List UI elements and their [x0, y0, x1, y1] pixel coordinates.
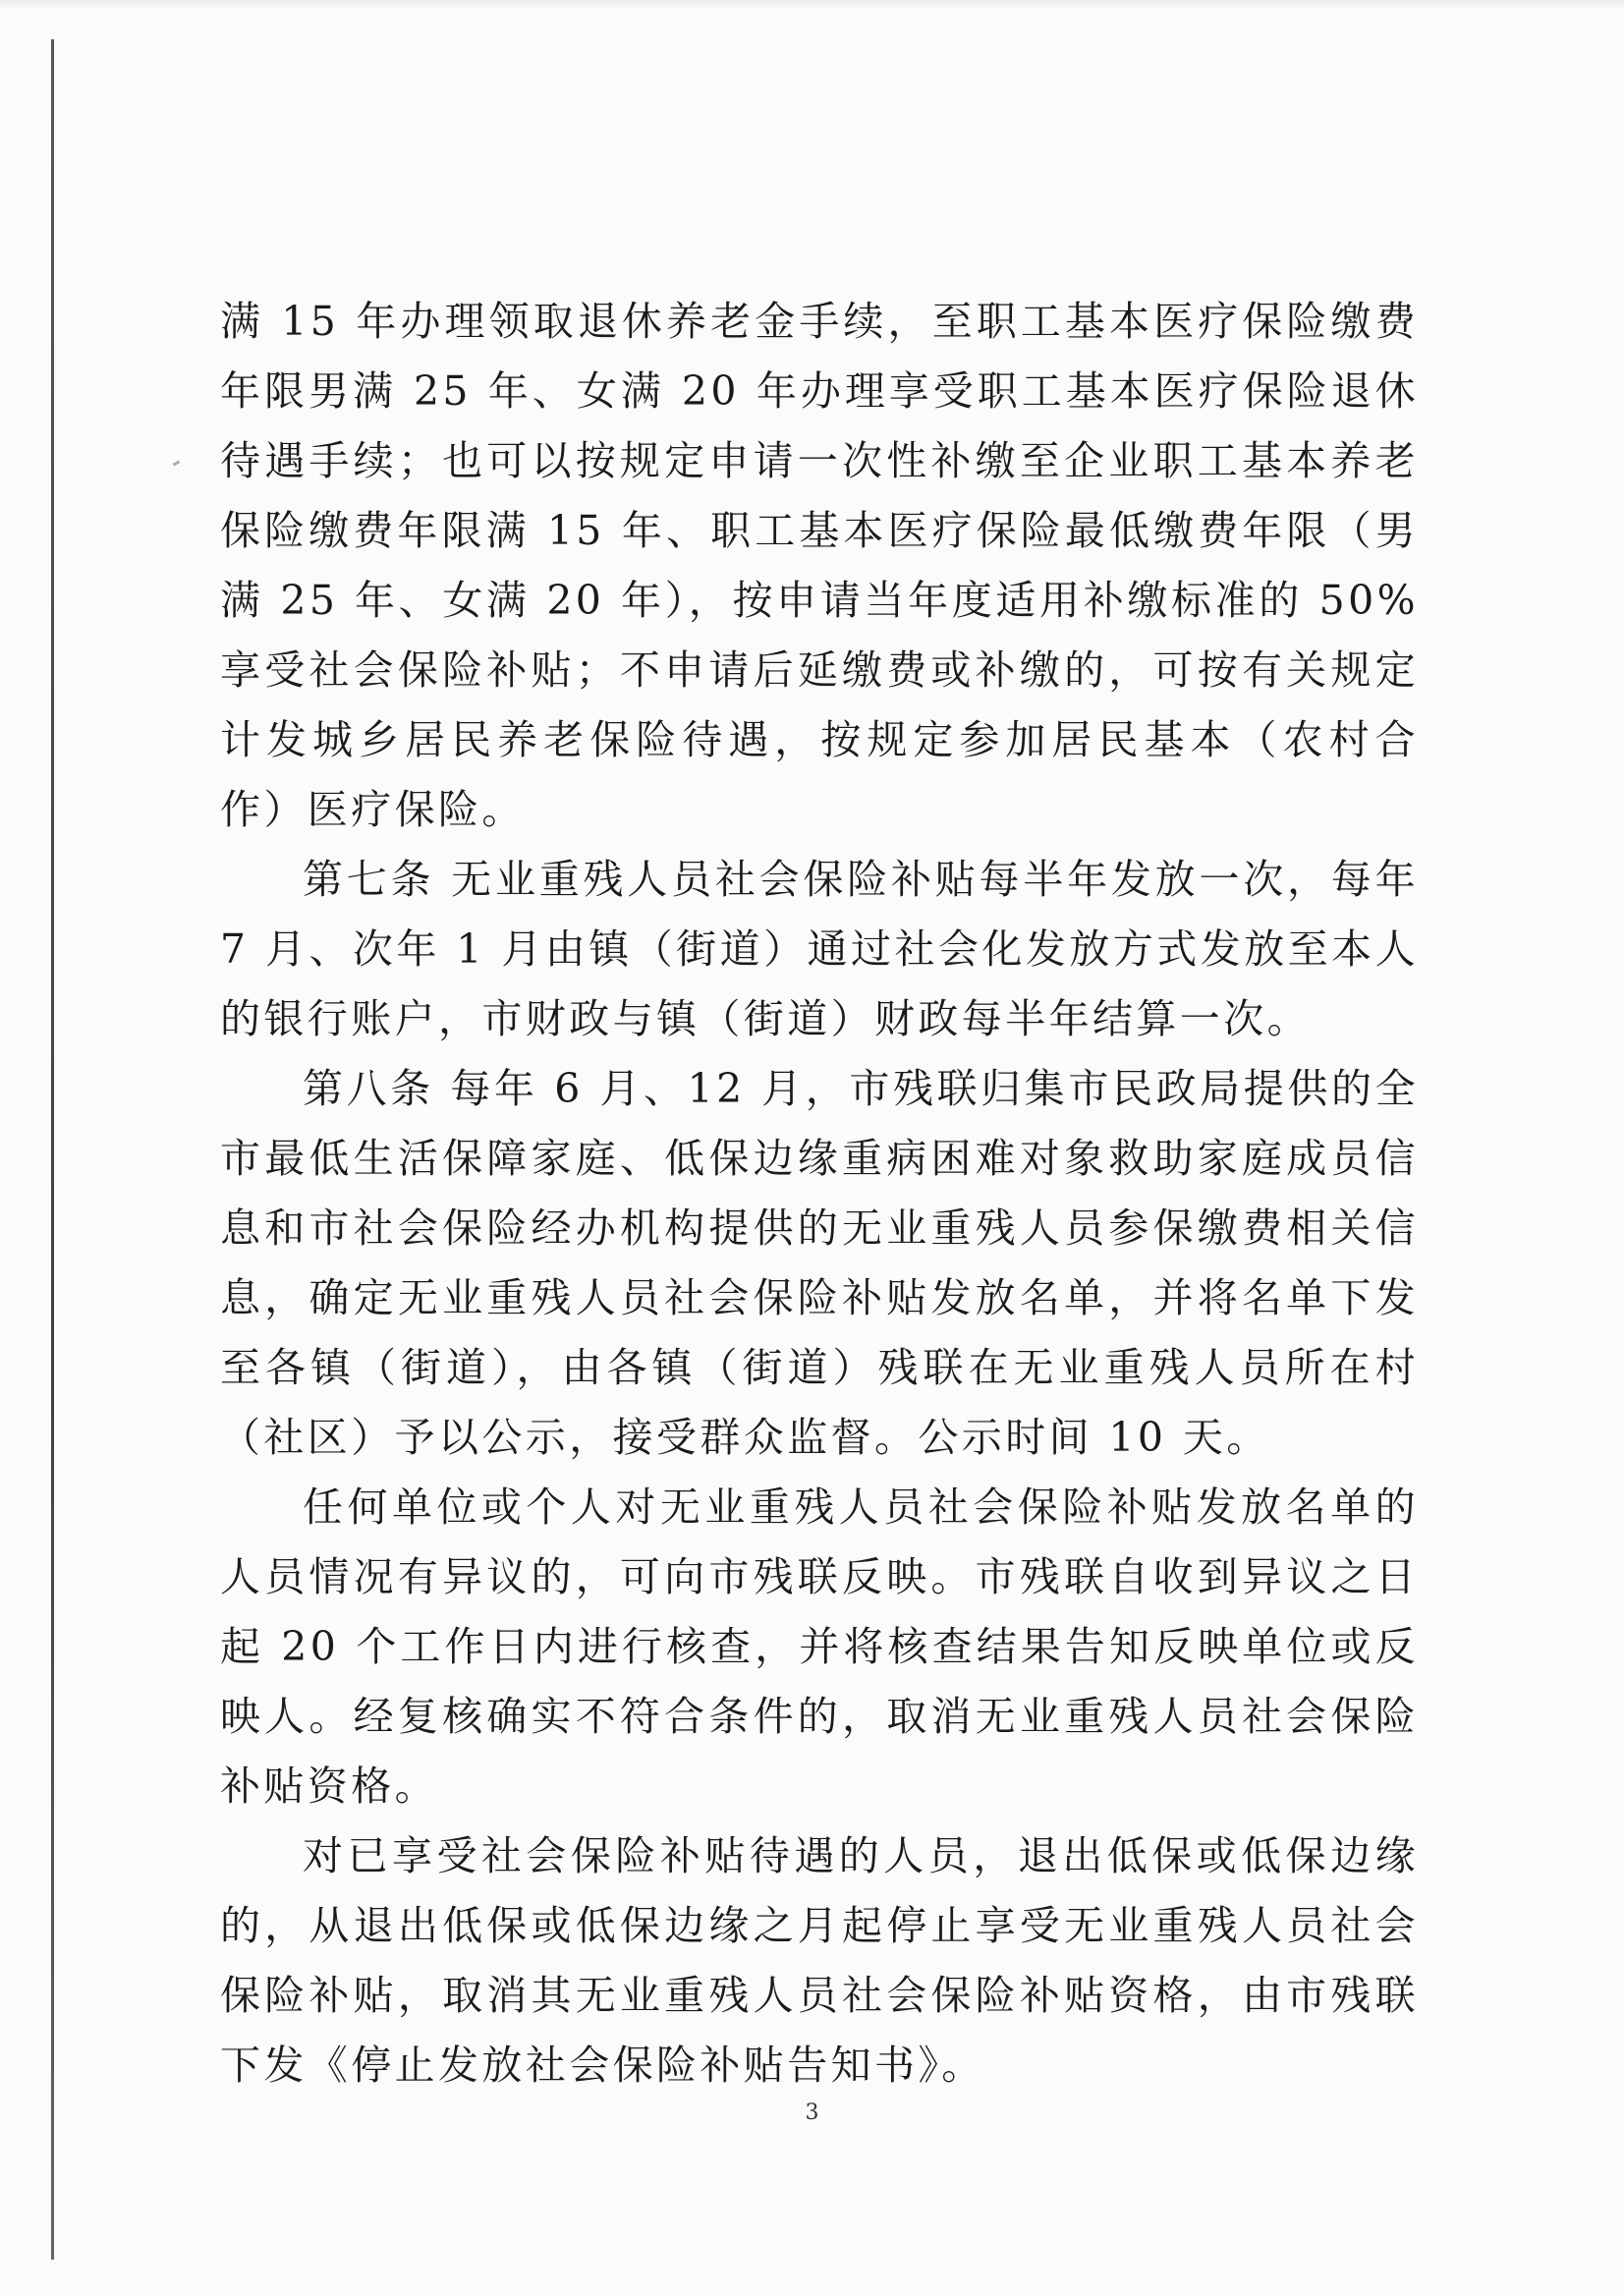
- scan-binding-edge: [51, 39, 54, 2260]
- paragraph-continuation: 满 15 年办理领取退休养老金手续，至职工基本医疗保险缴费年限男满 25 年、女满 20 年办理享受职工基本医疗保险退休待遇手续；也可以按规定申请一次性补缴至企业职工基本养老保险缴费年限满 15 年、职工基本医疗保险最低缴费年限（男满 25 年、女满 20 年），按申请当年度适用补缴标准的 50%享受社会保险补贴；不申请后延缴费或补缴的，可按有关规定计发城乡居民养老保险待遇，按规定参加居民基本（农村合作）医疗保险。: [220, 298, 1419, 833]
- scan-top-shadow: [0, 0, 1624, 10]
- page-number: 3: [805, 2100, 819, 2125]
- document-body: [220, 287, 1419, 2100]
- paragraph-termination: 对已享受社会保险补贴待遇的人员，退出低保或低保边缘的，从退出低保或低保边缘之月起停止享受无业重残人员社会保险补贴，取消其无业重残人员社会保险补贴资格，由市残联下发《停止发放社会保险补贴告知书》。: [220, 1832, 1419, 2089]
- paragraph-article-8: 第八条 每年 6 月、12 月，市残联归集市民政局提供的全市最低生活保障家庭、低保边缘重病困难对象救助家庭成员信息和市社会保险经办机构提供的无业重残人员参保缴费相关信息，确定无业重残人员社会保险补贴发放名单，并将名单下发至各镇（街道），由各镇（街道）残联在无业重残人员所在村（社区）予以公示，接受群众监督。公示时间 10 天。: [220, 1065, 1419, 1461]
- paragraph-objection: 任何单位或个人对无业重残人员社会保险补贴发放名单的人员情况有异议的，可向市残联反映。市残联自收到异议之日起 20 个工作日内进行核查，并将核查结果告知反映单位或反映人。经复核确实不符合条件的，取消无业重残人员社会保险补贴资格。: [220, 1483, 1419, 1810]
- scan-speck: [173, 460, 181, 466]
- paragraph-article-7: 第七条 无业重残人员社会保险补贴每半年发放一次，每年 7 月、次年 1 月由镇（街道）通过社会化发放方式发放至本人的银行账户，市财政与镇（街道）财政每半年结算一次。: [220, 856, 1419, 1042]
